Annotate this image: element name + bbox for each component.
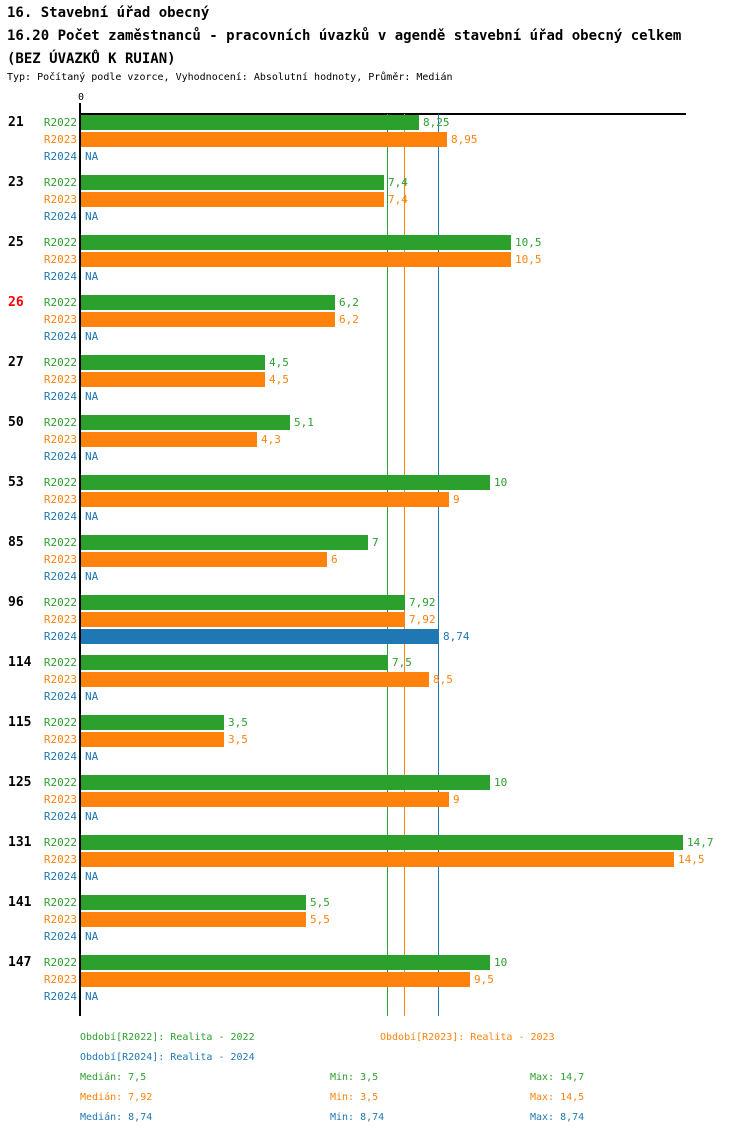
category-label: 23 [8,175,24,190]
bar-value-label: 10 [494,476,508,489]
row-label-r2024: R2024 [43,450,77,463]
chart-subtitle: (BEZ ÚVAZKŮ K RUIAN) [7,51,176,67]
bar-value-label: 10,5 [515,236,542,249]
bar-r2023 [81,132,447,147]
na-label: NA [85,990,99,1003]
bar-value-label: 8,74 [443,630,470,643]
bar-r2022 [81,895,306,910]
bar-r2023 [81,792,449,807]
row-label-r2023: R2023 [43,973,77,986]
stat-max-r2023: Max: 14,5 [530,1092,585,1103]
bar-r2023 [81,612,405,627]
row-label-r2024: R2024 [43,630,77,643]
bar-value-label: 5,5 [310,896,330,909]
na-label: NA [85,270,99,283]
row-label-r2024: R2024 [43,210,77,223]
row-label-r2022: R2022 [43,236,77,249]
bar-value-label: 3,5 [228,733,248,746]
category-label: 26 [8,295,24,310]
row-label-r2024: R2024 [43,750,77,763]
na-label: NA [85,690,99,703]
stat-min-r2024: Min: 8,74 [330,1112,385,1123]
bar-r2022 [81,955,490,970]
row-label-r2024: R2024 [43,810,77,823]
bar-value-label: 6,2 [339,296,359,309]
row-label-r2022: R2022 [43,656,77,669]
bar-value-label: 5,1 [294,416,314,429]
row-label-r2024: R2024 [43,510,77,523]
bar-r2022 [81,595,405,610]
row-label-r2022: R2022 [43,416,77,429]
row-label-r2022: R2022 [43,176,77,189]
bar-r2023 [81,552,327,567]
bar-r2022 [81,775,490,790]
bar-value-label: 8,5 [433,673,453,686]
bar-value-label: 7 [372,536,379,549]
row-label-r2022: R2022 [43,716,77,729]
bar-value-label: 3,5 [228,716,248,729]
report-section-title: 16. Stavební úřad obecný [7,5,210,21]
row-label-r2023: R2023 [43,853,77,866]
row-label-r2022: R2022 [43,896,77,909]
row-label-r2024: R2024 [43,390,77,403]
row-label-r2022: R2022 [43,776,77,789]
row-label-r2023: R2023 [43,133,77,146]
bar-value-label: 4,5 [269,356,289,369]
bar-r2022 [81,235,511,250]
na-label: NA [85,390,99,403]
bar-r2022 [81,835,683,850]
chart-title: 16.20 Počet zaměstnanců - pracovních úvazků v agendě stavební úřad obecný celkem [7,28,682,44]
stat-median-r2022: Medián: 7,5 [80,1072,147,1083]
bar-r2022 [81,175,384,190]
bar-value-label: 9 [453,793,460,806]
stat-min-r2022: Min: 3,5 [330,1072,379,1083]
category-label: 25 [8,235,24,250]
bar-value-label: 9,5 [474,973,494,986]
bar-value-label: 8,95 [451,133,478,146]
stat-median-r2023: Medián: 7,92 [80,1092,153,1103]
bar-value-label: 4,5 [269,373,289,386]
row-label-r2024: R2024 [43,690,77,703]
legend-entry-r2024: Období[R2024]: Realita - 2024 [80,1052,255,1063]
bar-r2023 [81,192,384,207]
stat-max-r2022: Max: 14,7 [530,1072,585,1083]
row-label-r2023: R2023 [43,553,77,566]
bar-value-label: 10 [494,956,508,969]
bar-r2022 [81,355,265,370]
bar-r2022 [81,295,335,310]
bar-value-label: 8,25 [423,116,450,129]
bar-r2023 [81,852,674,867]
category-label: 125 [8,775,32,790]
stat-max-r2024: Max: 8,74 [530,1112,585,1123]
row-label-r2023: R2023 [43,313,77,326]
legend-entry-r2023: Období[R2023]: Realita - 2023 [380,1032,555,1043]
bar-value-label: 10,5 [515,253,542,266]
bar-value-label: 7,5 [392,656,412,669]
bar-r2023 [81,372,265,387]
na-label: NA [85,450,99,463]
bar-r2023 [81,672,429,687]
row-label-r2023: R2023 [43,253,77,266]
row-label-r2022: R2022 [43,476,77,489]
row-label-r2023: R2023 [43,373,77,386]
bar-r2022 [81,715,224,730]
bar-r2023 [81,912,306,927]
row-label-r2022: R2022 [43,536,77,549]
y-axis-line [79,103,81,1016]
row-label-r2023: R2023 [43,613,77,626]
row-label-r2024: R2024 [43,930,77,943]
bar-r2022 [81,535,368,550]
na-label: NA [85,930,99,943]
category-label: 147 [8,955,32,970]
bar-r2023 [81,492,449,507]
legend-entry-r2022: Období[R2022]: Realita - 2022 [80,1032,255,1043]
row-label-r2022: R2022 [43,836,77,849]
chart-meta-info: Typ: Počítaný podle vzorce, Vyhodnocení: Absolutní hodnoty, Průměr: Medián [7,72,453,83]
category-label: 53 [8,475,24,490]
row-label-r2024: R2024 [43,150,77,163]
row-label-r2022: R2022 [43,356,77,369]
row-label-r2024: R2024 [43,270,77,283]
category-label: 85 [8,535,24,550]
na-label: NA [85,330,99,343]
row-label-r2023: R2023 [43,733,77,746]
bar-r2022 [81,415,290,430]
row-label-r2024: R2024 [43,330,77,343]
na-label: NA [85,750,99,763]
bar-r2023 [81,432,257,447]
bar-r2023 [81,312,335,327]
category-label: 115 [8,715,32,730]
bar-value-label: 7,4 [388,176,408,189]
bar-value-label: 10 [494,776,508,789]
row-label-r2023: R2023 [43,193,77,206]
row-label-r2023: R2023 [43,913,77,926]
bar-r2024 [81,629,439,644]
stat-median-r2024: Medián: 8,74 [80,1112,153,1123]
bar-value-label: 7,92 [409,613,436,626]
row-label-r2024: R2024 [43,570,77,583]
bar-value-label: 14,5 [678,853,705,866]
category-label: 131 [8,835,32,850]
row-label-r2023: R2023 [43,793,77,806]
bar-value-label: 5,5 [310,913,330,926]
row-label-r2022: R2022 [43,296,77,309]
bar-value-label: 7,92 [409,596,436,609]
na-label: NA [85,510,99,523]
na-label: NA [85,150,99,163]
category-label: 114 [8,655,32,670]
row-label-r2022: R2022 [43,596,77,609]
bar-r2023 [81,732,224,747]
bar-r2022 [81,475,490,490]
na-label: NA [85,870,99,883]
row-label-r2023: R2023 [43,493,77,506]
stat-min-r2023: Min: 3,5 [330,1092,379,1103]
row-label-r2022: R2022 [43,116,77,129]
category-label: 96 [8,595,24,610]
row-label-r2023: R2023 [43,673,77,686]
category-label: 50 [8,415,24,430]
row-label-r2024: R2024 [43,990,77,1003]
bar-r2023 [81,252,511,267]
category-label: 21 [8,115,24,130]
category-label: 27 [8,355,24,370]
x-axis-zero-tick-label: 0 [77,92,85,103]
row-label-r2022: R2022 [43,956,77,969]
bar-r2022 [81,115,419,130]
row-label-r2024: R2024 [43,870,77,883]
bar-value-label: 7,4 [388,193,408,206]
bar-value-label: 14,7 [687,836,714,849]
bar-value-label: 9 [453,493,460,506]
na-label: NA [85,570,99,583]
na-label: NA [85,210,99,223]
bar-r2022 [81,655,388,670]
na-label: NA [85,810,99,823]
row-label-r2023: R2023 [43,433,77,446]
bar-value-label: 4,3 [261,433,281,446]
bar-value-label: 6,2 [339,313,359,326]
bar-r2023 [81,972,470,987]
bar-value-label: 6 [331,553,338,566]
category-label: 141 [8,895,32,910]
